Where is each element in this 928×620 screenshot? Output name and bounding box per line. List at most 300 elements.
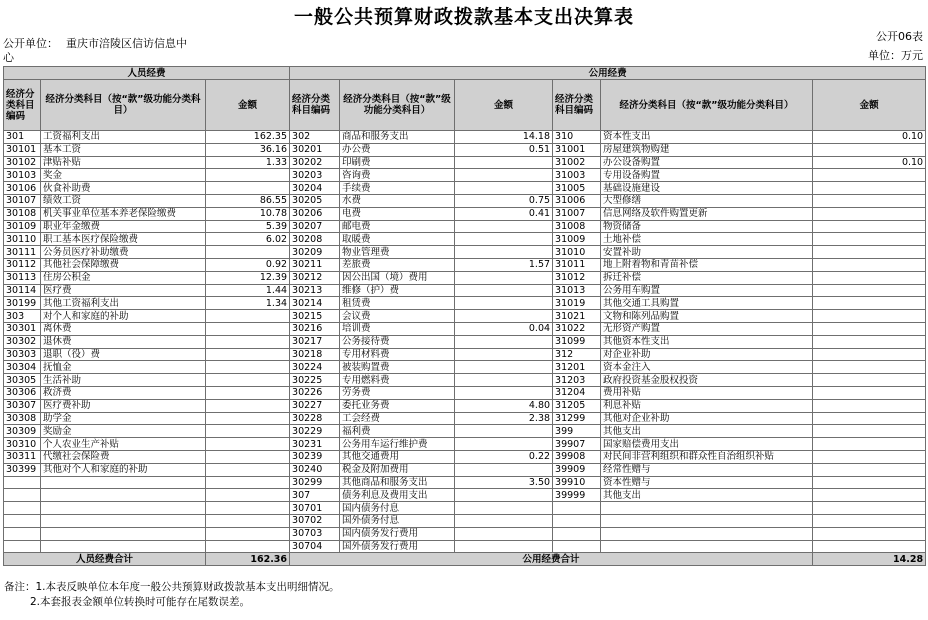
cell-code: 30226: [290, 386, 340, 399]
cell-name: 工会经费: [340, 412, 455, 425]
cell-name: 债务利息及费用支出: [340, 489, 455, 502]
cell-name: 其他交通工具购置: [601, 297, 813, 310]
cell-name: 专用燃料费: [340, 374, 455, 387]
cell-code: 30301: [4, 322, 41, 335]
cell-code: 31013: [553, 284, 601, 297]
cell-code: 303: [4, 310, 41, 323]
table-row: [4, 182, 926, 195]
cell-code: 31012: [553, 271, 601, 284]
cell-name: 医疗费: [41, 284, 206, 297]
cell-amount: [813, 258, 926, 271]
cell-amount: 14.18: [455, 131, 553, 144]
cell-code: 31021: [553, 310, 601, 323]
cell-code: [4, 502, 41, 515]
cell-name: 基础设施建设: [601, 182, 813, 195]
cell-code: 31003: [553, 169, 601, 182]
cell-amount: [455, 271, 553, 284]
cell-amount: 0.22: [455, 450, 553, 463]
cell-code: 39999: [553, 489, 601, 502]
cell-name: 国内债务发行费用: [340, 527, 455, 540]
cell-name: 离休费: [41, 322, 206, 335]
cell-name: 对个人和家庭的补助: [41, 310, 206, 323]
cell-code: 30113: [4, 271, 41, 284]
cell-name: [41, 502, 206, 515]
header-name: 经济分类科目（按“款”级功能分类科目）: [601, 80, 813, 131]
cell-code: 30227: [290, 399, 340, 412]
cell-code: 39910: [553, 476, 601, 489]
cell-name: 其他交通费用: [340, 450, 455, 463]
cell-amount: [455, 540, 553, 553]
cell-amount: [813, 476, 926, 489]
cell-amount: [455, 297, 553, 310]
cell-name: 安置补助: [601, 246, 813, 259]
cell-name: [41, 540, 206, 553]
cell-code: 31010: [553, 246, 601, 259]
cell-name: [601, 502, 813, 515]
cell-name: [601, 540, 813, 553]
cell-code: 30311: [4, 450, 41, 463]
table-row: [4, 310, 926, 323]
cell-name: 土地补偿: [601, 233, 813, 246]
cell-code: 30703: [290, 527, 340, 540]
cell-amount: [813, 182, 926, 195]
cell-name: 其他资本性支出: [601, 335, 813, 348]
cell-amount: 4.80: [455, 399, 553, 412]
cell-code: 31019: [553, 297, 601, 310]
table-row: [4, 156, 926, 169]
cell-name: 取暖费: [340, 233, 455, 246]
header-amount: 金额: [206, 80, 290, 131]
cell-code: 30199: [4, 297, 41, 310]
cell-amount: [455, 335, 553, 348]
cell-amount: [206, 169, 290, 182]
money-unit: 单位：万元: [868, 49, 923, 62]
cell-name: 商品和服务支出: [340, 131, 455, 144]
cell-code: 31022: [553, 322, 601, 335]
unit-label: 公开单位：: [3, 37, 58, 50]
table-row: [4, 207, 926, 220]
cell-amount: [813, 489, 926, 502]
cell-code: 30203: [290, 169, 340, 182]
cell-code: 30108: [4, 207, 41, 220]
cell-amount: [813, 399, 926, 412]
cell-amount: [455, 438, 553, 451]
cell-name: 经常性赠与: [601, 463, 813, 476]
cell-name: 咨询费: [340, 169, 455, 182]
table-row: [4, 399, 926, 412]
table-row: [4, 297, 926, 310]
cell-name: 其他商品和服务支出: [340, 476, 455, 489]
table-row: [4, 374, 926, 387]
table-row: [4, 220, 926, 233]
cell-amount: 0.92: [206, 258, 290, 271]
cell-name: 工资福利支出: [41, 131, 206, 144]
header-name: 经济分类科目（按“款”级功能分类科目）: [340, 80, 455, 131]
cell-code: 30114: [4, 284, 41, 297]
cell-amount: [455, 284, 553, 297]
cell-name: 资本金注入: [601, 361, 813, 374]
cell-name: 助学金: [41, 412, 206, 425]
cell-code: 30106: [4, 182, 41, 195]
cell-code: 312: [553, 348, 601, 361]
cell-amount: 3.50: [455, 476, 553, 489]
note-2: 2.本套报表金额单位转换时可能存在尾数误差。: [30, 596, 251, 608]
header-code: 经济分类科目编码: [290, 80, 340, 131]
cell-amount: [455, 502, 553, 515]
cell-name: 公务用车购置: [601, 284, 813, 297]
cell-amount: [455, 514, 553, 527]
cell-name: 医疗费补助: [41, 399, 206, 412]
cell-amount: [206, 412, 290, 425]
cell-amount: [813, 335, 926, 348]
cell-code: 31002: [553, 156, 601, 169]
cell-code: 31299: [553, 412, 601, 425]
header-code: 经济分类科目编码: [553, 80, 601, 131]
cell-name: 税金及附加费用: [340, 463, 455, 476]
cell-amount: [813, 527, 926, 540]
cell-code: 31204: [553, 386, 601, 399]
table-row: [4, 194, 926, 207]
cell-amount: [206, 489, 290, 502]
cell-amount: [813, 169, 926, 182]
cell-name: 信息网络及软件购置更新: [601, 207, 813, 220]
cell-name: 办公费: [340, 143, 455, 156]
cell-code: 30225: [290, 374, 340, 387]
public-total-label: 公用经费合计: [290, 553, 813, 566]
cell-name: 退职（役）费: [41, 348, 206, 361]
cell-code: 31009: [553, 233, 601, 246]
table-row: [4, 527, 926, 540]
cell-amount: 2.38: [455, 412, 553, 425]
totals-row: [4, 553, 926, 566]
cell-name: 津贴补贴: [41, 156, 206, 169]
cell-code: 30702: [290, 514, 340, 527]
cell-code: 30299: [290, 476, 340, 489]
table-row: [4, 169, 926, 182]
cell-name: 其他支出: [601, 489, 813, 502]
cell-name: 物资储备: [601, 220, 813, 233]
cell-name: 差旅费: [340, 258, 455, 271]
cell-name: 劳务费: [340, 386, 455, 399]
cell-name: 伙食补助费: [41, 182, 206, 195]
cell-amount: [455, 463, 553, 476]
cell-code: 30101: [4, 143, 41, 156]
cell-amount: [455, 489, 553, 502]
cell-name: 房屋建筑物购建: [601, 143, 813, 156]
cell-code: 30207: [290, 220, 340, 233]
cell-name: 其他工资福利支出: [41, 297, 206, 310]
cell-name: 政府投资基金股权投资: [601, 374, 813, 387]
cell-name: 拆迁补偿: [601, 271, 813, 284]
cell-code: 30212: [290, 271, 340, 284]
cell-amount: 86.55: [206, 194, 290, 207]
cell-amount: [455, 156, 553, 169]
cell-name: 国外债务付息: [340, 514, 455, 527]
cell-code: 39909: [553, 463, 601, 476]
cell-code: 30224: [290, 361, 340, 374]
expenditure-table: [3, 66, 926, 566]
section-personnel: 人员经费: [4, 67, 290, 80]
cell-amount: [455, 169, 553, 182]
cell-name: 代缴社会保险费: [41, 450, 206, 463]
cell-amount: [813, 540, 926, 553]
cell-name: 救济费: [41, 386, 206, 399]
cell-amount: [455, 246, 553, 259]
cell-amount: 6.02: [206, 233, 290, 246]
cell-code: 30209: [290, 246, 340, 259]
cell-name: 资本性支出: [601, 131, 813, 144]
cell-name: 文物和陈列品购置: [601, 310, 813, 323]
cell-code: 30306: [4, 386, 41, 399]
cell-amount: 0.10: [813, 131, 926, 144]
cell-name: 公务员医疗补助缴费: [41, 246, 206, 259]
cell-name: 住房公积金: [41, 271, 206, 284]
cell-name: 利息补贴: [601, 399, 813, 412]
table-row: [4, 412, 926, 425]
cell-code: 30305: [4, 374, 41, 387]
table-row: [4, 131, 926, 144]
cell-name: 手续费: [340, 182, 455, 195]
cell-amount: [813, 322, 926, 335]
cell-code: 30310: [4, 438, 41, 451]
cell-name: 其他支出: [601, 425, 813, 438]
cell-code: 30211: [290, 258, 340, 271]
cell-amount: [455, 361, 553, 374]
cell-name: 职业年金缴费: [41, 220, 206, 233]
cell-amount: [206, 399, 290, 412]
cell-code: 30228: [290, 412, 340, 425]
table-row: [4, 335, 926, 348]
cell-name: 会议费: [340, 310, 455, 323]
cell-code: 30112: [4, 258, 41, 271]
cell-name: 福利费: [340, 425, 455, 438]
cell-name: 对企业补助: [601, 348, 813, 361]
cell-amount: [455, 374, 553, 387]
cell-code: 30240: [290, 463, 340, 476]
cell-name: 资本性赠与: [601, 476, 813, 489]
cell-name: 绩效工资: [41, 194, 206, 207]
cell-amount: 1.57: [455, 258, 553, 271]
section-public: 公用经费: [290, 67, 926, 80]
cell-amount: [813, 271, 926, 284]
table-row: [4, 322, 926, 335]
section-header-row: [4, 67, 926, 80]
cell-code: [4, 514, 41, 527]
cell-code: 302: [290, 131, 340, 144]
cell-code: [553, 514, 601, 527]
cell-amount: 1.33: [206, 156, 290, 169]
cell-name: [601, 527, 813, 540]
cell-amount: 1.34: [206, 297, 290, 310]
cell-code: 30206: [290, 207, 340, 220]
table-row: [4, 361, 926, 374]
cell-name: 对民间非营利组织和群众性自治组织补贴: [601, 450, 813, 463]
cell-amount: [206, 322, 290, 335]
cell-amount: [813, 412, 926, 425]
cell-code: 31203: [553, 374, 601, 387]
cell-code: 31099: [553, 335, 601, 348]
cell-name: 基本工资: [41, 143, 206, 156]
cell-code: 30215: [290, 310, 340, 323]
cell-amount: [455, 310, 553, 323]
cell-code: 30701: [290, 502, 340, 515]
cell-code: 30205: [290, 194, 340, 207]
table-row: [4, 438, 926, 451]
cell-code: 399: [553, 425, 601, 438]
table-row: [4, 284, 926, 297]
cell-name: 个人农业生产补贴: [41, 438, 206, 451]
cell-amount: [813, 361, 926, 374]
cell-amount: [206, 374, 290, 387]
cell-code: 310: [553, 131, 601, 144]
cell-name: 维修（护）费: [340, 284, 455, 297]
cell-name: 专用材料费: [340, 348, 455, 361]
cell-code: 30217: [290, 335, 340, 348]
cell-amount: [455, 182, 553, 195]
cell-code: 30302: [4, 335, 41, 348]
cell-name: 奖金: [41, 169, 206, 182]
cell-name: [601, 514, 813, 527]
cell-name: 被装购置费: [340, 361, 455, 374]
cell-amount: [206, 386, 290, 399]
cell-amount: [206, 527, 290, 540]
cell-name: 职工基本医疗保险缴费: [41, 233, 206, 246]
header-code: 经济分类科目编码: [4, 80, 41, 131]
cell-amount: 162.35: [206, 131, 290, 144]
cell-code: 30204: [290, 182, 340, 195]
table-row: [4, 271, 926, 284]
cell-code: [4, 476, 41, 489]
table-row: [4, 258, 926, 271]
table-number: 公开06表: [876, 30, 923, 43]
cell-name: [41, 527, 206, 540]
cell-amount: [813, 233, 926, 246]
table-row: [4, 463, 926, 476]
cell-code: 30102: [4, 156, 41, 169]
cell-code: 31011: [553, 258, 601, 271]
cell-name: 办公设备购置: [601, 156, 813, 169]
cell-name: 国家赔偿费用支出: [601, 438, 813, 451]
cell-code: 307: [290, 489, 340, 502]
cell-code: [553, 527, 601, 540]
cell-code: 30308: [4, 412, 41, 425]
cell-amount: 0.75: [455, 194, 553, 207]
cell-name: 电费: [340, 207, 455, 220]
cell-name: 公务用车运行维护费: [340, 438, 455, 451]
cell-name: 水费: [340, 194, 455, 207]
cell-amount: [206, 310, 290, 323]
cell-amount: [813, 246, 926, 259]
cell-amount: [813, 297, 926, 310]
cell-code: 39908: [553, 450, 601, 463]
cell-name: [41, 489, 206, 502]
cell-code: 30303: [4, 348, 41, 361]
cell-amount: [455, 348, 553, 361]
cell-code: 30107: [4, 194, 41, 207]
cell-name: 费用补贴: [601, 386, 813, 399]
table-row: [4, 514, 926, 527]
cell-code: 30109: [4, 220, 41, 233]
cell-name: 其他社会保障缴费: [41, 258, 206, 271]
table-row: [4, 450, 926, 463]
cell-name: 印刷费: [340, 156, 455, 169]
cell-name: 国内债务付息: [340, 502, 455, 515]
personnel-total-value: 162.36: [206, 553, 290, 566]
cell-name: 国外债务发行费用: [340, 540, 455, 553]
cell-amount: [813, 463, 926, 476]
cell-name: 公务接待费: [340, 335, 455, 348]
cell-amount: 0.10: [813, 156, 926, 169]
cell-amount: [813, 348, 926, 361]
cell-code: 31205: [553, 399, 601, 412]
cell-amount: [206, 476, 290, 489]
header-amount: 金额: [455, 80, 553, 131]
cell-code: [553, 540, 601, 553]
cell-amount: [455, 425, 553, 438]
cell-amount: [813, 425, 926, 438]
table-row: [4, 502, 926, 515]
cell-name: 抚恤金: [41, 361, 206, 374]
cell-code: 30307: [4, 399, 41, 412]
cell-amount: [813, 310, 926, 323]
cell-amount: 0.51: [455, 143, 553, 156]
cell-code: 30201: [290, 143, 340, 156]
cell-code: 30239: [290, 450, 340, 463]
cell-code: 31007: [553, 207, 601, 220]
cell-code: 30110: [4, 233, 41, 246]
cell-code: [4, 527, 41, 540]
cell-amount: [813, 438, 926, 451]
header-amount: 金额: [813, 80, 926, 131]
cell-name: 委托业务费: [340, 399, 455, 412]
cell-code: 31008: [553, 220, 601, 233]
cell-code: 30103: [4, 169, 41, 182]
cell-code: 30218: [290, 348, 340, 361]
table-row: [4, 425, 926, 438]
cell-amount: 36.16: [206, 143, 290, 156]
cell-amount: [813, 502, 926, 515]
cell-name: 专用设备购置: [601, 169, 813, 182]
cell-code: 31001: [553, 143, 601, 156]
table-row: [4, 540, 926, 553]
public-total-value: 14.28: [813, 553, 926, 566]
cell-amount: [206, 514, 290, 527]
cell-code: 30111: [4, 246, 41, 259]
cell-name: 物业管理费: [340, 246, 455, 259]
header-name: 经济分类科目（按“款”级功能分类科目）: [41, 80, 206, 131]
cell-code: 301: [4, 131, 41, 144]
personnel-total-label: 人员经费合计: [4, 553, 206, 566]
cell-amount: [813, 143, 926, 156]
cell-code: 31005: [553, 182, 601, 195]
note-1: 备注：1.本表反映单位本年度一般公共预算财政拨款基本支出明细情况。: [4, 581, 340, 593]
cell-code: 31006: [553, 194, 601, 207]
cell-code: 30304: [4, 361, 41, 374]
cell-amount: [455, 527, 553, 540]
cell-amount: [206, 463, 290, 476]
cell-amount: [206, 182, 290, 195]
cell-name: [41, 514, 206, 527]
cell-code: 30309: [4, 425, 41, 438]
cell-amount: [813, 450, 926, 463]
cell-name: 机关事业单位基本养老保险缴费: [41, 207, 206, 220]
cell-name: 生活补助: [41, 374, 206, 387]
cell-code: 30399: [4, 463, 41, 476]
cell-code: [4, 489, 41, 502]
cell-name: 租赁费: [340, 297, 455, 310]
cell-name: 邮电费: [340, 220, 455, 233]
table-row: [4, 489, 926, 502]
